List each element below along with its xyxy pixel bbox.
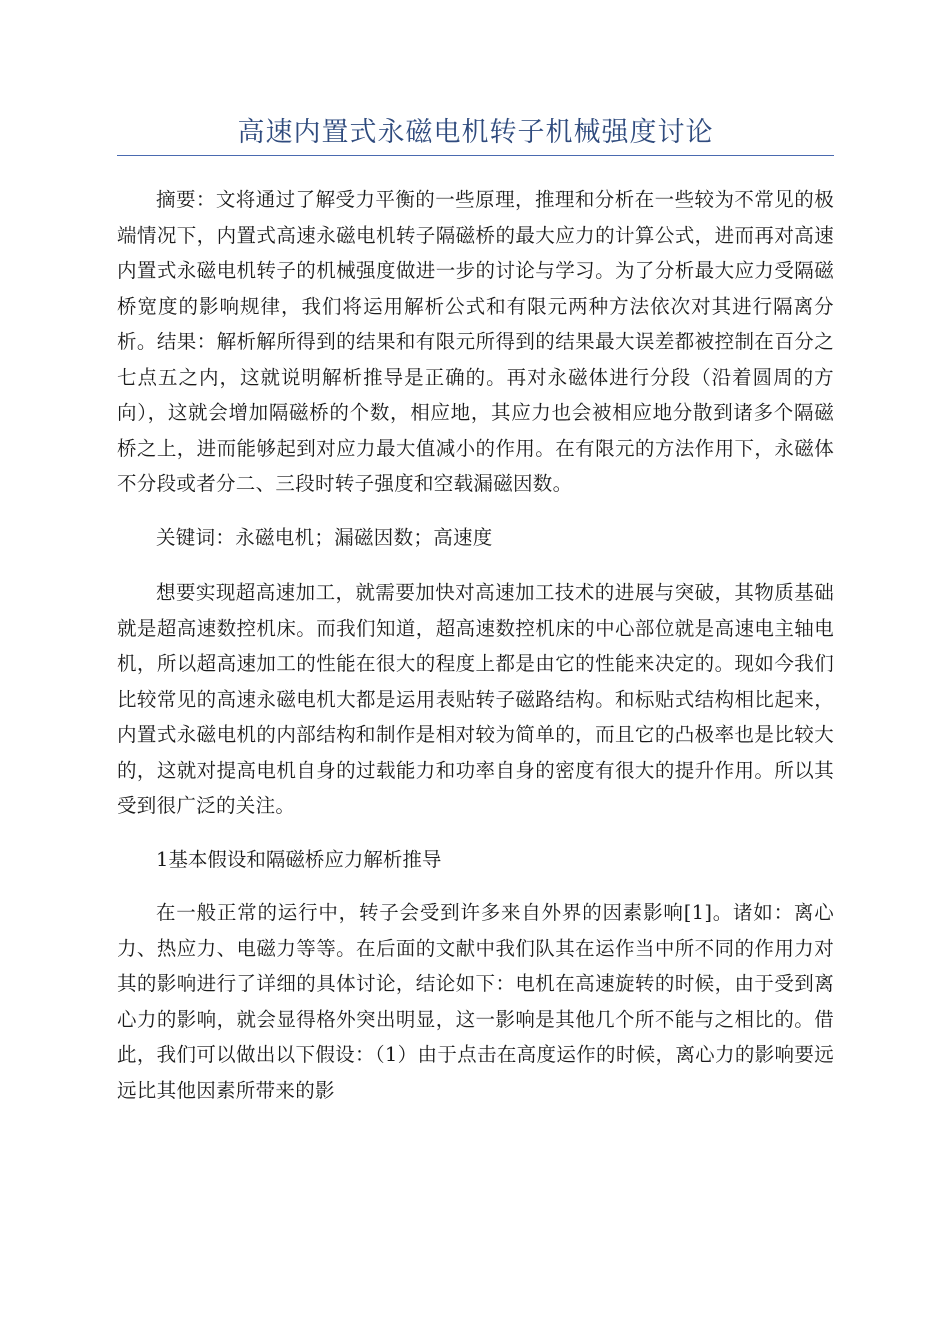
section-1-heading: 1基本假设和隔磁桥应力解析推导 [156, 847, 442, 871]
abstract-paragraph: 摘要：文将通过了解受力平衡的一些原理，推理和分析在一些较为不常见的极端情况下，内置式高速永磁电机转子隔磁桥的最大应力的计算公式，进而再对高速内置式永磁电机转子的机械强度做进一步的讨论与学习。为了分析最大应力受隔磁桥宽度的影响规律，我们将运用解析公式和有限元两种方法依次对其进行隔离分析。结果：解析解所得到的结果和有限元所得到的结果最大误差都被控制在百分之七点五之内，这就说明解析推导是正确的。再对永磁体进行分段（沿着圆周的方向），这就会增加隔磁桥的个数，相应地，其应力也会被相应地分散到诸多个隔磁桥之上，进而能够起到对应力最大值减小的作用。在有限元的方法作用下，永磁体不分段或者分二、三段时转子强度和空载漏磁因数。 [117, 188, 834, 495]
title-underline [117, 155, 834, 156]
keywords-paragraph: 关键词：永磁电机；漏磁因数；高速度 [156, 525, 493, 549]
section-1-paragraph: 在一般正常的运行中，转子会受到许多来自外界的因素影响[1]。诸如：离心力、热应力、电磁力等等。在后面的文献中我们队其在运作当中所不同的作用力对其的影响进行了详细的具体讨论，结论如下：电机在高速旋转的时候，由于受到离心力的影响，就会显得格外突出明显，这一影响是其他几个所不能与之相比的。借此，我们可以做出以下假设：（1）由于点击在高度运作的时候，离心力的影响要远远比其他因素所带来的影 [117, 901, 834, 1102]
intro-paragraph: 想要实现超高速加工，就需要加快对高速加工技术的进展与突破，其物质基础就是超高速数控机床。而我们知道，超高速数控机床的中心部位就是高速电主轴电机，所以超高速加工的性能在很大的程度上都是由它的性能来决定的。现如今我们比较常见的高速永磁电机大都是运用表贴转子磁路结构。和标贴式结构相比起来，内置式永磁电机的内部结构和制作是相对较为简单的，而且它的凸极率也是比较大的，这就对提高电机自身的过载能力和功率自身的密度有很大的提升作用。所以其受到很广泛的关注。 [117, 581, 834, 817]
document-title: 高速内置式永磁电机转子机械强度讨论 [237, 117, 714, 148]
